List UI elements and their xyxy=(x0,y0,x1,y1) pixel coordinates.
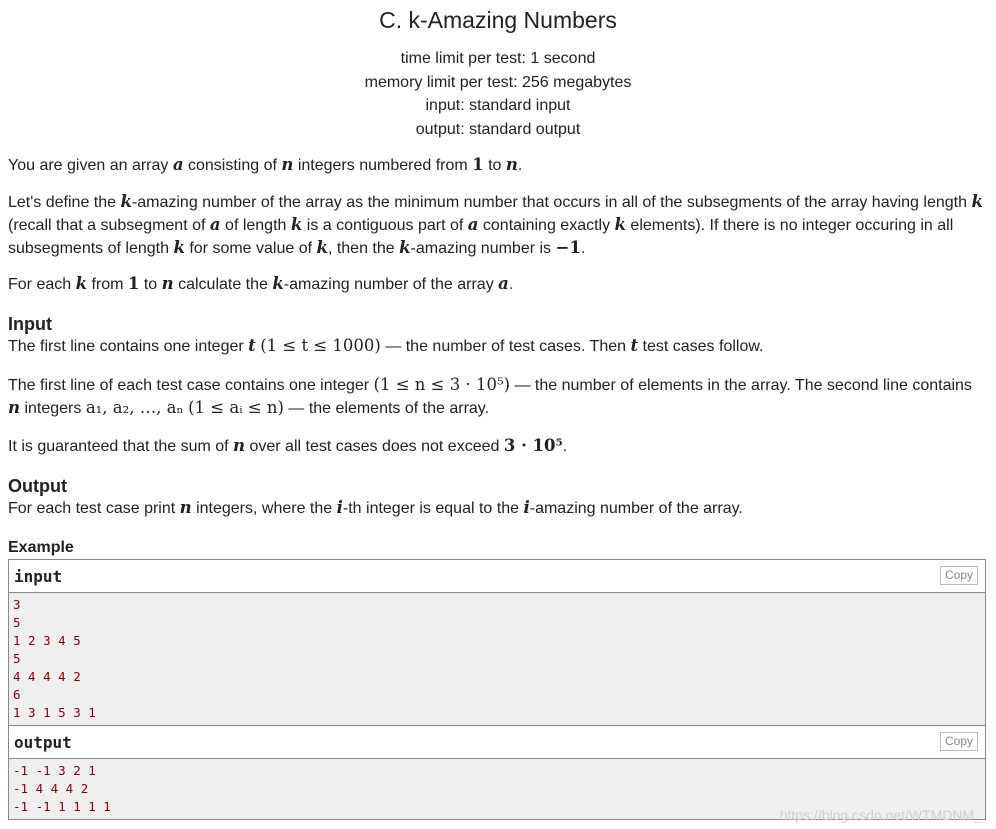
text: (recall that a subsegment of xyxy=(8,217,210,234)
example-input-line: 1 3 1 5 3 1 xyxy=(13,705,96,720)
problem-statement xyxy=(8,0,988,814)
math-expr: a₁, a₂, …, aₙ xyxy=(85,398,184,417)
math-var: k xyxy=(120,192,132,211)
text: to xyxy=(483,157,506,174)
input-line-3 xyxy=(8,435,567,458)
math-expr: (1 ≤ aᵢ ≤ n) xyxy=(188,398,284,417)
math-var: k xyxy=(614,215,626,234)
text: -th integer is equal to the xyxy=(342,500,524,517)
text: test cases follow. xyxy=(638,338,764,355)
text: -amazing number of the array as the minimum number that occurs in all of the subsegments of the array having length xyxy=(131,194,972,211)
problem-title: C. k-Amazing Numbers xyxy=(379,7,617,33)
input-heading: Input xyxy=(8,314,52,334)
text: -amazing number of the array xyxy=(283,276,499,293)
text: -amazing number of the array. xyxy=(529,500,743,517)
text: integers numbered from xyxy=(293,157,473,174)
math-var: a xyxy=(209,215,221,234)
math-var: a xyxy=(498,274,509,293)
example-input-content xyxy=(9,593,985,725)
example-input-line: 4 4 4 4 2 xyxy=(13,669,81,684)
example-output-box xyxy=(8,726,986,820)
text: . xyxy=(562,438,568,455)
math-var: k xyxy=(290,215,303,234)
text: of length xyxy=(220,217,291,234)
math-var: n xyxy=(505,155,518,174)
text: over all test cases does not exceed xyxy=(245,438,504,455)
math-var: k xyxy=(75,274,88,293)
math-var: k xyxy=(173,238,185,257)
text: You are given an array xyxy=(8,157,173,174)
paragraph-line xyxy=(8,397,988,420)
text: is a contiguous part of xyxy=(302,217,468,234)
example-input-header xyxy=(9,560,985,593)
paragraph-line xyxy=(8,191,988,214)
copy-input-button[interactable]: Copy xyxy=(940,566,978,585)
example-input-line: 6 xyxy=(13,687,21,702)
paragraph-line xyxy=(8,214,988,237)
text: — the number of test cases. Then xyxy=(380,338,631,355)
text: subsegments of length xyxy=(8,240,174,257)
example-output-line: -1 -1 1 1 1 1 xyxy=(13,799,111,814)
math-var: a xyxy=(172,155,184,174)
example-output-line: -1 4 4 4 2 xyxy=(13,781,89,796)
statement-paragraph-2 xyxy=(8,191,988,260)
text: from xyxy=(87,276,128,293)
text: — the number of elements in the array. The second line contains xyxy=(510,377,972,394)
text: elements). If there is no integer occuring in all xyxy=(625,217,954,234)
text: It is guaranteed that the sum of xyxy=(8,438,234,455)
text: For each test case print xyxy=(8,500,180,517)
example-input-line: 5 xyxy=(13,615,21,630)
input-line-1 xyxy=(8,335,763,358)
example-input-line: 1 2 3 4 5 xyxy=(13,633,81,648)
text: For each xyxy=(8,276,76,293)
output-line-1 xyxy=(8,497,743,520)
input-file: input: standard input xyxy=(425,97,571,115)
text: calculate the xyxy=(173,276,273,293)
math-var: k xyxy=(316,238,328,257)
math-var: i xyxy=(523,498,530,517)
paragraph-line xyxy=(8,237,988,260)
paragraph-line xyxy=(8,374,988,397)
output-file: output: standard output xyxy=(415,120,581,138)
math-var: a xyxy=(467,215,479,234)
math-expr: (1 ≤ t ≤ 1000) xyxy=(260,336,381,355)
input-line-2 xyxy=(8,374,988,420)
statement-paragraph-3 xyxy=(8,273,513,296)
text: . xyxy=(580,240,586,257)
example-input-box xyxy=(8,559,986,726)
text: — the elements of the array. xyxy=(283,400,490,417)
math-var: n xyxy=(281,155,294,174)
math-var: t xyxy=(248,336,256,355)
math-num: 1 xyxy=(472,155,484,174)
math-var: n xyxy=(233,436,246,455)
text: Let's define the xyxy=(8,194,121,211)
example-output-line: -1 -1 3 2 1 xyxy=(13,763,96,778)
math-var: t xyxy=(630,336,639,355)
text: integers, where the xyxy=(191,500,337,517)
example-output-label: output xyxy=(14,733,72,752)
text: The first line of each test case contains one integer xyxy=(8,377,374,394)
example-output-header xyxy=(9,726,985,759)
text: for some value of xyxy=(184,240,317,257)
math-var: n xyxy=(8,398,20,417)
watermark: https://blog.csdn.net/WTMDNM_ xyxy=(779,807,982,823)
example-input-line: 5 xyxy=(13,651,21,666)
math-var: k xyxy=(272,274,284,293)
example-input-line: 3 xyxy=(13,597,21,612)
copy-output-button[interactable]: Copy xyxy=(940,732,978,751)
statement-paragraph-1 xyxy=(8,154,522,177)
math-expr: 3 · 10⁵ xyxy=(503,436,563,455)
time-limit: time limit per test: 1 second xyxy=(400,50,596,67)
memory-limit: memory limit per test: 256 megabytes xyxy=(364,73,632,91)
math-num: −1 xyxy=(555,238,581,257)
text: The first line contains one integer xyxy=(8,338,249,355)
example-input-label: input xyxy=(14,567,63,586)
text: -amazing number is xyxy=(410,240,556,257)
text: , then the xyxy=(327,240,400,257)
math-var: n xyxy=(179,498,192,517)
math-var: k xyxy=(399,238,411,257)
text: consisting of xyxy=(183,157,282,174)
text: . xyxy=(508,276,514,293)
text: integers xyxy=(20,400,86,417)
example-title: Example xyxy=(8,539,74,556)
math-var: n xyxy=(161,274,174,293)
text: containing exactly xyxy=(478,217,615,234)
math-var: k xyxy=(971,192,983,211)
math-expr: (1 ≤ n ≤ 3 · 10⁵) xyxy=(373,375,511,394)
output-heading: Output xyxy=(8,476,67,496)
text: to xyxy=(139,276,162,293)
math-num: 1 xyxy=(127,274,140,293)
text: . xyxy=(517,157,523,174)
math-var: i xyxy=(336,498,343,517)
problem-header xyxy=(8,0,988,141)
